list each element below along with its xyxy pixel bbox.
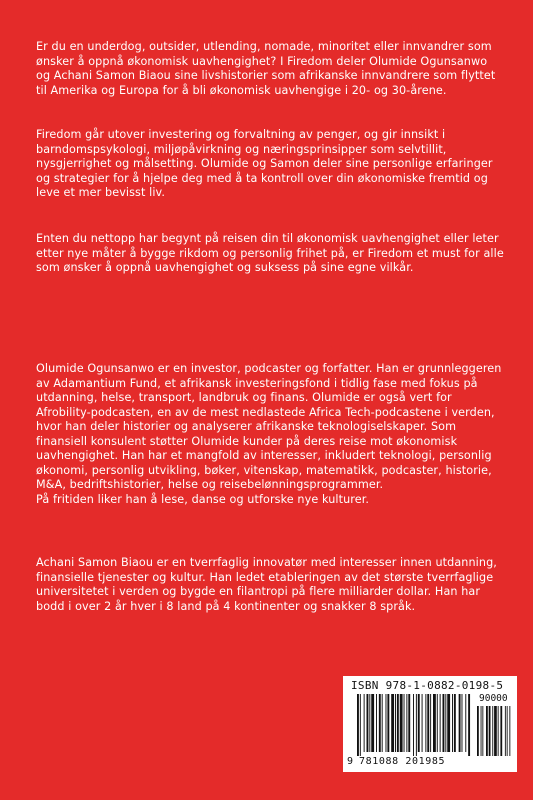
barcode-bar: [387, 694, 389, 752]
barcode-first-digit: 9: [347, 756, 354, 767]
barcode-bar: [418, 694, 420, 752]
barcode-bar: [468, 694, 470, 756]
barcode-addon-bar: [500, 706, 502, 756]
barcode-bar: [367, 694, 369, 752]
barcode-bar: [391, 694, 394, 752]
barcode-bar: [357, 694, 359, 756]
barcode-addon-bar: [489, 706, 491, 756]
author-bio-samon: Achani Samon Biaou er en tverrfaglig innovatør med interesser innen utdanning, finansielle tjenester og kultur. Han ledet etableringen av det største tverrfaglige universitetet i verden og bygde en filantropi på flere milliarder dollar. Han har bodd i over 2 år hver i 8 land på 4 kontinenter og snakker 8 språk.: [36, 556, 497, 613]
barcode-addon-bar: [494, 706, 497, 756]
barcode-bar: [404, 694, 405, 752]
isbn-barcode: [343, 676, 517, 772]
barcode-bar: [437, 694, 438, 752]
barcode-bar: [406, 694, 407, 752]
barcode-bar: [395, 694, 396, 752]
barcode-addon-bar: [509, 706, 510, 756]
barcode-addon-bar: [498, 706, 499, 756]
barcode-bar: [369, 694, 370, 752]
barcode-bar: [400, 694, 403, 752]
barcode-addon-bar: [486, 706, 488, 756]
barcode-addon-bar: [492, 706, 493, 756]
barcode-bar: [427, 694, 429, 752]
barcode-addon-bar: [507, 706, 508, 756]
barcode-bar: [445, 694, 446, 752]
barcode-bar: [452, 694, 453, 752]
barcode-bar: [386, 694, 387, 752]
barcode-addon-bar: [505, 706, 506, 756]
barcode-addon-bar: [477, 706, 479, 756]
barcode-bar: [447, 694, 450, 752]
barcode-bar: [364, 694, 365, 752]
barcode-bar: [454, 694, 456, 752]
isbn-label: ISBN 978-1-0882-0198-5: [351, 679, 504, 692]
barcode-bar: [422, 694, 423, 752]
barcode-bar: [360, 694, 361, 756]
barcode-addon-bar: [482, 706, 483, 756]
barcode-bar: [465, 694, 466, 752]
barcode-bar: [433, 694, 436, 752]
barcode-bar: [440, 694, 441, 752]
barcode-bar: [430, 694, 431, 752]
blurb-paragraph-audience: Enten du nettopp har begynt på reisen din til økonomisk uavhengighet eller leter etter nye måter å bygge rikdom og personlig frihet på, er Firedom et must for alle som ønsker å oppnå uavhengighet og suksess på sine egne vilkår.: [36, 232, 504, 274]
blurb-paragraph-intro: Er du en underdog, outsider, utlending, nomade, minoritet eller innvandrer som ønsker å oppnå økonomisk uavhengighet? I Firedom deler Olumide Ogunsanwo og Achani Samon Biaou sine livshistorier som afrikanske innvandrere som flyttet til Amerika og Europa for å bli økonomisk uavhengige i 20- og 30-årene.: [36, 40, 496, 97]
barcode-digits: 781088 201985: [359, 756, 446, 767]
barcode-bar: [443, 694, 445, 752]
barcode-bar: [413, 694, 414, 756]
blurb-paragraph-topics: Firedom går utover investering og forvaltning av penger, og gir innsikt i barndomspsykologi, miljøpåvirkning og næringsprinsipper som selvtillit, nysgjerrighet og målsetting. Olumide og Samon deler sine personlige erfaringer og strategier for å hjelpe deg med å ta kontroll over din økonomiske fremtid og leve et mer bevisst liv.: [36, 128, 493, 199]
barcode-bar: [382, 694, 383, 752]
barcode-bar: [379, 694, 381, 752]
barcode-bar: [408, 694, 410, 752]
barcode-bar: [397, 694, 399, 752]
barcode-addon-number: 90000: [479, 693, 508, 704]
barcode-addon-bar: [481, 706, 482, 756]
barcode-bar: [376, 694, 377, 752]
barcode-bar: [462, 694, 463, 752]
barcode-bar: [371, 694, 374, 752]
barcode-bar: [425, 694, 426, 752]
barcode-bar: [416, 694, 417, 756]
author-bio-olumide: Olumide Ogunsanwo er en investor, podcaster og forfatter. Han er grunnleggeren av Adamantium Fund, et afrikansk investeringsfond i tidlig fase med fokus på utdanning, helse, transport, landbruk og finans. Olumide er også vert for Afrobility-podcasten, en av de mest nedlastede Africa Tech-podcastene i verden, hvor han deler historier og analyserer afrikanske teknologiselskaper. Som finansiell konsulent støtter Olumide kunder på deres reise mot økonomisk uavhengighet. Han har et mangfold av interesser, inkludert teknologi, personlig økonomi, personlig utvikling, bøker, vitenskap, matematikk, podcaster, historie, M&A, bedriftshistorier, helse og reisebelønningsprogrammer. På fritiden liker han å lese, danse og utforske nye kulturer.: [36, 362, 502, 506]
barcode-bar: [459, 694, 461, 752]
